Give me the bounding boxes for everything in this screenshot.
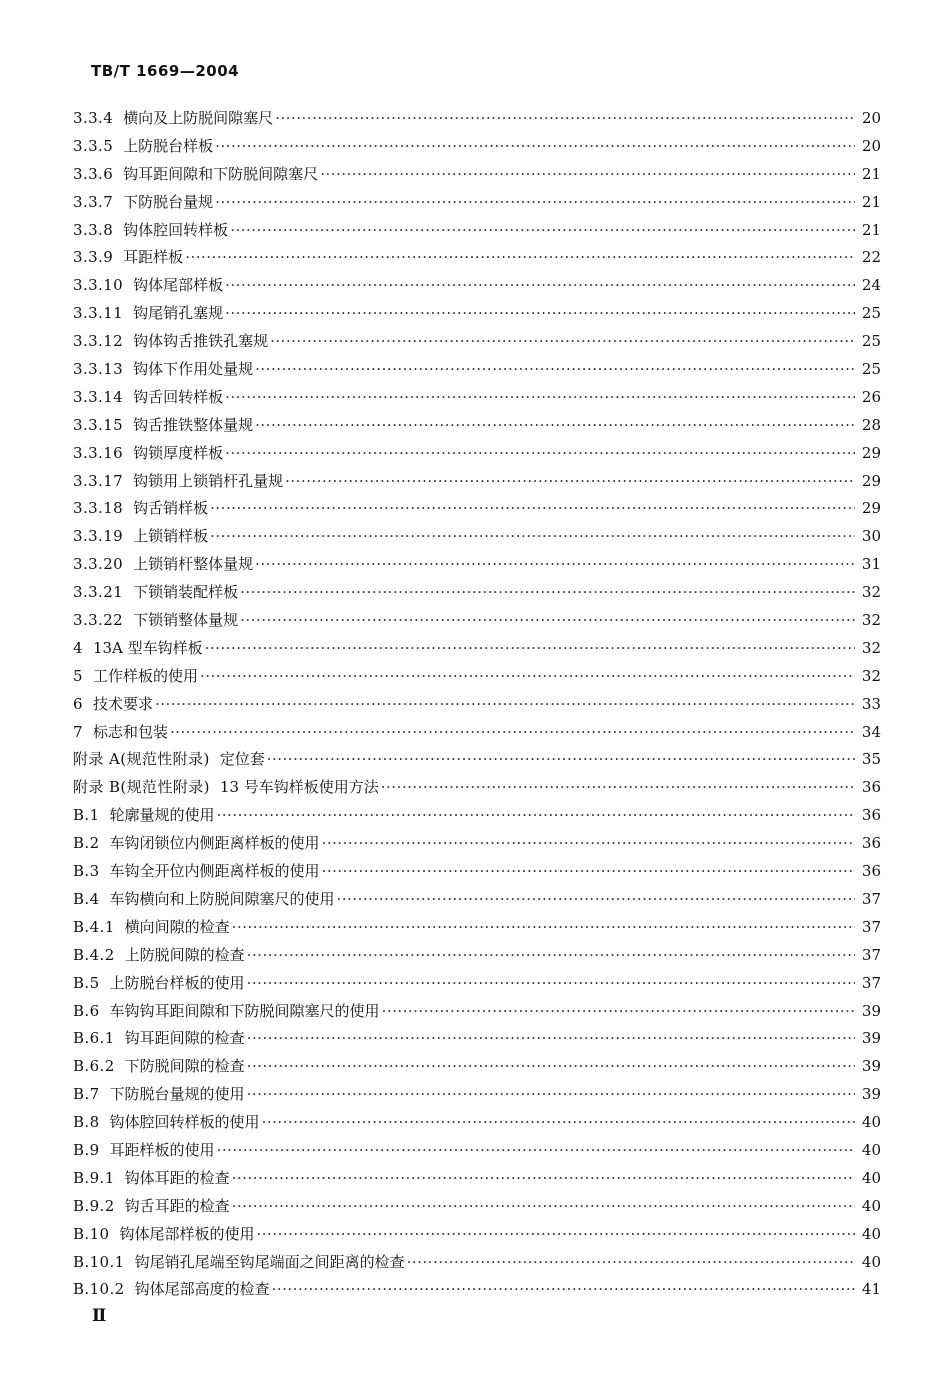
toc-entry-title: 钩耳距间隙和下防脱间隙塞尺 (123, 164, 319, 183)
toc-entry[interactable] (73, 1137, 881, 1165)
toc-entry[interactable] (73, 970, 881, 998)
toc-entry-number: 3.3.12 (73, 332, 124, 351)
toc-entry[interactable] (73, 523, 881, 551)
toc-entry[interactable] (73, 384, 881, 412)
toc-entry[interactable] (73, 663, 881, 691)
toc-entry[interactable] (73, 272, 881, 300)
toc-entry-title: 钩舌耳距的检查 (124, 1196, 230, 1215)
toc-entry-number: B.10 (73, 1224, 110, 1243)
toc-entry-number: 3.3.15 (73, 415, 124, 434)
toc-entry-page: 36 (861, 778, 881, 797)
toc-entry-number: B.9.1 (73, 1168, 115, 1187)
toc-entry-title: 车钩钩耳距间隙和下防脱间隙塞尺的使用 (109, 1001, 380, 1020)
toc-entry-number: 3.3.9 (73, 248, 114, 267)
toc-entry[interactable] (73, 161, 881, 189)
toc-entry-title: 横向间隙的检查 (124, 917, 230, 936)
toc-entry-title: 钩舌销样板 (133, 499, 209, 518)
toc-dot-leader (262, 1109, 855, 1137)
toc-dot-leader (257, 1221, 856, 1249)
table-of-contents (73, 105, 881, 1304)
toc-entry-title: 下防脱间隙的检查 (124, 1057, 245, 1076)
toc-entry-number: B.6 (73, 1001, 100, 1020)
toc-dot-leader (322, 830, 855, 858)
toc-entry-number: 3.3.18 (73, 499, 124, 518)
toc-entry-page: 40 (861, 1140, 881, 1159)
toc-dot-leader (232, 1165, 855, 1193)
toc-entry-page: 25 (861, 332, 881, 351)
toc-dot-leader (285, 468, 855, 496)
toc-entry[interactable] (73, 1165, 881, 1193)
toc-entry-title: 钩锁厚度样板 (133, 443, 224, 462)
toc-entry-page: 40 (861, 1252, 881, 1271)
toc-dot-leader (170, 719, 855, 747)
toc-entry-title: 车钩横向和上防脱间隙塞尺的使用 (109, 889, 335, 908)
toc-dot-leader (267, 746, 855, 774)
toc-entry[interactable] (73, 1053, 881, 1081)
toc-dot-leader (225, 272, 855, 300)
toc-entry-number: 附录 B(规范性附录) (73, 778, 210, 797)
toc-dot-leader (225, 384, 855, 412)
toc-entry-page: 37 (861, 973, 881, 992)
toc-entry-page: 32 (861, 666, 881, 685)
toc-entry-number: 3.3.10 (73, 276, 124, 295)
toc-entry-title: 下防脱台量规的使用 (109, 1085, 245, 1104)
toc-entry-number: 附录 A(规范性附录) (73, 750, 210, 769)
toc-entry-page: 34 (861, 722, 881, 741)
toc-entry-title: 下防脱台量规 (123, 192, 214, 211)
toc-entry-number: B.9.2 (73, 1196, 115, 1215)
toc-entry-page: 36 (861, 862, 881, 881)
toc-entry-page: 30 (861, 527, 881, 546)
toc-entry-page: 31 (861, 555, 881, 574)
toc-entry-page: 39 (861, 1085, 881, 1104)
toc-entry[interactable] (73, 356, 881, 384)
toc-entry-number: 3.3.21 (73, 583, 124, 602)
toc-entry-number: 3.3.19 (73, 527, 124, 546)
toc-entry[interactable] (73, 858, 881, 886)
toc-entry-number: 3.3.22 (73, 611, 124, 630)
toc-dot-leader (381, 774, 855, 802)
toc-entry-title: 钩体尾部样板 (133, 276, 224, 295)
toc-entry-number: 3.3.6 (73, 164, 114, 183)
toc-entry-title: 钩尾销孔尾端至钩尾端面之间距离的检查 (134, 1252, 405, 1271)
toc-entry-page: 36 (861, 834, 881, 853)
toc-entry-page: 33 (861, 694, 881, 713)
toc-entry[interactable] (73, 1081, 881, 1109)
toc-entry-page: 28 (861, 415, 881, 434)
toc-entry-title: 钩体腔回转样板 (123, 220, 229, 239)
toc-entry-title: 钩体尾部样板的使用 (119, 1224, 255, 1243)
toc-entry[interactable] (73, 412, 881, 440)
toc-entry[interactable] (73, 579, 881, 607)
toc-dot-leader (247, 970, 855, 998)
toc-entry-title: 钩体腔回转样板的使用 (109, 1113, 260, 1132)
toc-entry-number: B.4 (73, 889, 100, 908)
toc-entry-number: B.6.1 (73, 1029, 115, 1048)
toc-entry-number: 5 (73, 666, 83, 685)
toc-entry-number: B.6.2 (73, 1057, 115, 1076)
toc-entry-page: 39 (861, 1057, 881, 1076)
toc-entry-number: B.8 (73, 1113, 100, 1132)
toc-entry-title: 上防脱台样板的使用 (109, 973, 245, 992)
toc-entry-page: 24 (861, 276, 881, 295)
toc-entry[interactable] (73, 551, 881, 579)
toc-entry-number: B.9 (73, 1140, 100, 1159)
toc-entry-page: 21 (861, 192, 881, 211)
toc-entry-title: 横向及上防脱间隙塞尺 (123, 109, 274, 127)
toc-dot-leader (337, 886, 855, 914)
toc-entry[interactable] (73, 440, 881, 468)
toc-entry-title: 工作样板的使用 (92, 666, 198, 685)
toc-entry-title: 钩体下作用处量规 (133, 360, 254, 379)
toc-dot-leader (407, 1249, 855, 1277)
toc-entry[interactable] (73, 1193, 881, 1221)
toc-entry-number: 3.3.14 (73, 387, 124, 406)
toc-entry[interactable] (73, 1276, 881, 1304)
toc-dot-leader (247, 1053, 855, 1081)
toc-entry-number: B.1 (73, 806, 100, 825)
toc-entry[interactable] (73, 802, 881, 830)
toc-entry-title: 钩体尾部高度的检查 (134, 1280, 270, 1299)
toc-dot-leader (247, 1025, 855, 1053)
toc-dot-leader (382, 998, 855, 1026)
toc-entry-number: 6 (73, 694, 83, 713)
toc-entry[interactable] (73, 468, 881, 496)
toc-dot-leader (155, 691, 855, 719)
toc-entry-title: 标志和包装 (92, 722, 168, 741)
toc-dot-leader (322, 858, 855, 886)
toc-entry[interactable] (73, 495, 881, 523)
toc-entry-page: 32 (861, 583, 881, 602)
toc-entry[interactable] (73, 189, 881, 217)
toc-dot-leader (270, 328, 855, 356)
toc-dot-leader (247, 1081, 855, 1109)
toc-entry-title: 钩耳距间隙的检查 (124, 1029, 245, 1048)
toc-entry[interactable] (73, 133, 881, 161)
toc-entry[interactable] (73, 774, 881, 802)
toc-entry-page: 37 (861, 945, 881, 964)
toc-entry-title: 下锁销整体量规 (133, 611, 239, 630)
toc-entry-title: 车钩全开位内侧距离样板的使用 (109, 862, 320, 881)
toc-entry-page: 26 (861, 387, 881, 406)
toc-dot-leader (275, 105, 855, 133)
toc-entry-page: 20 (861, 109, 881, 127)
toc-entry-number: 3.3.4 (73, 109, 114, 127)
toc-entry-page: 29 (861, 499, 881, 518)
toc-entry-number: 3.3.20 (73, 555, 124, 574)
toc-entry-number: 7 (73, 722, 83, 741)
toc-entry-title: 钩体钩舌推铁孔塞规 (133, 332, 269, 351)
toc-entry[interactable] (73, 830, 881, 858)
toc-entry-number: B.10.2 (73, 1280, 125, 1299)
toc-entry-title: 下锁销装配样板 (133, 583, 239, 602)
toc-dot-leader (210, 495, 855, 523)
toc-entry-page: 40 (861, 1113, 881, 1132)
toc-entry-title: 上锁销样板 (133, 527, 209, 546)
toc-entry[interactable] (73, 105, 881, 133)
toc-dot-leader (255, 551, 855, 579)
toc-entry-title: 钩舌回转样板 (133, 387, 224, 406)
toc-entry-page: 32 (861, 611, 881, 630)
toc-entry-page: 20 (861, 136, 881, 155)
toc-dot-leader (255, 412, 855, 440)
toc-entry-title: 耳距样板的使用 (109, 1140, 215, 1159)
toc-entry-number: 4 (73, 638, 83, 657)
toc-entry[interactable] (73, 719, 881, 747)
toc-dot-leader (210, 523, 855, 551)
toc-entry-page: 40 (861, 1196, 881, 1215)
toc-dot-leader (230, 217, 855, 245)
toc-entry-page: 40 (861, 1224, 881, 1243)
toc-dot-leader (185, 244, 855, 272)
toc-entry-number: B.3 (73, 862, 100, 881)
toc-entry-title: 13A 型车钩样板 (92, 638, 203, 657)
toc-entry-title: 钩舌推铁整体量规 (133, 415, 254, 434)
toc-dot-leader (205, 635, 855, 663)
toc-entry-title: 车钩闭锁位内侧距离样板的使用 (109, 834, 320, 853)
toc-entry[interactable] (73, 746, 881, 774)
toc-dot-leader (240, 607, 855, 635)
toc-dot-leader (240, 579, 855, 607)
toc-entry-page: 39 (861, 1029, 881, 1048)
toc-entry-number: 3.3.8 (73, 220, 114, 239)
toc-entry[interactable] (73, 998, 881, 1026)
toc-entry-number: 3.3.17 (73, 471, 124, 490)
toc-entry-number: B.4.2 (73, 945, 115, 964)
toc-entry-number: B.10.1 (73, 1252, 125, 1271)
toc-entry[interactable] (73, 635, 881, 663)
toc-entry[interactable] (73, 300, 881, 328)
toc-entry-page: 29 (861, 443, 881, 462)
toc-entry-page: 39 (861, 1001, 881, 1020)
toc-entry-page: 37 (861, 889, 881, 908)
toc-entry-page: 29 (861, 471, 881, 490)
toc-entry-title: 上防脱间隙的检查 (124, 945, 245, 964)
toc-entry-page: 21 (861, 164, 881, 183)
toc-dot-leader (255, 356, 855, 384)
toc-entry-page: 36 (861, 806, 881, 825)
toc-entry-page: 22 (861, 248, 881, 267)
toc-entry-title: 上防脱台样板 (123, 136, 214, 155)
toc-entry-title: 耳距样板 (123, 248, 184, 267)
toc-entry[interactable] (73, 1221, 881, 1249)
toc-entry-number: B.5 (73, 973, 100, 992)
toc-entry-number: 3.3.13 (73, 360, 124, 379)
toc-entry-title: 技术要求 (92, 694, 153, 713)
toc-dot-leader (272, 1276, 855, 1304)
toc-entry-title: 上锁销杆整体量规 (133, 555, 254, 574)
toc-entry-number: 3.3.5 (73, 136, 114, 155)
toc-entry-page: 40 (861, 1168, 881, 1187)
toc-entry-number: 3.3.11 (73, 304, 124, 323)
toc-entry-page: 37 (861, 917, 881, 936)
toc-entry-page: 21 (861, 220, 881, 239)
toc-entry[interactable] (73, 607, 881, 635)
toc-dot-leader (225, 300, 855, 328)
toc-entry[interactable] (73, 886, 881, 914)
toc-entry[interactable] (73, 1109, 881, 1137)
toc-entry-number: B.2 (73, 834, 100, 853)
toc-entry-page: 32 (861, 638, 881, 657)
document-code: TB/T 1669—2004 (91, 62, 240, 80)
toc-entry-title: 13 号车钩样板使用方法 (219, 778, 379, 797)
toc-dot-leader (320, 161, 855, 189)
toc-entry[interactable] (73, 328, 881, 356)
toc-dot-leader (232, 914, 855, 942)
toc-entry-title: 钩锁用上锁销杆孔量规 (133, 471, 284, 490)
toc-dot-leader (215, 189, 855, 217)
toc-entry[interactable] (73, 914, 881, 942)
toc-entry[interactable] (73, 1025, 881, 1053)
toc-entry[interactable] (73, 244, 881, 272)
toc-entry[interactable] (73, 691, 881, 719)
toc-entry-page: 41 (861, 1280, 881, 1299)
toc-dot-leader (200, 663, 855, 691)
toc-entry-title: 钩体耳距的检查 (124, 1168, 230, 1187)
toc-entry-title: 钩尾销孔塞规 (133, 304, 224, 323)
toc-entry[interactable] (73, 1249, 881, 1277)
toc-dot-leader (217, 802, 855, 830)
toc-entry-number: B.4.1 (73, 917, 115, 936)
toc-entry-number: 3.3.16 (73, 443, 124, 462)
toc-entry-title: 定位套 (219, 750, 265, 769)
toc-entry-page: 35 (861, 750, 881, 769)
toc-dot-leader (232, 1193, 855, 1221)
toc-entry[interactable] (73, 942, 881, 970)
toc-entry-number: 3.3.7 (73, 192, 114, 211)
toc-dot-leader (247, 942, 855, 970)
toc-dot-leader (215, 133, 855, 161)
toc-entry-number: B.7 (73, 1085, 100, 1104)
toc-dot-leader (217, 1137, 855, 1165)
toc-entry-page: 25 (861, 360, 881, 379)
page-number: Ⅱ (92, 1306, 107, 1326)
toc-dot-leader (225, 440, 855, 468)
toc-entry[interactable] (73, 217, 881, 245)
toc-entry-title: 轮廓量规的使用 (109, 806, 215, 825)
toc-entry-page: 25 (861, 304, 881, 323)
